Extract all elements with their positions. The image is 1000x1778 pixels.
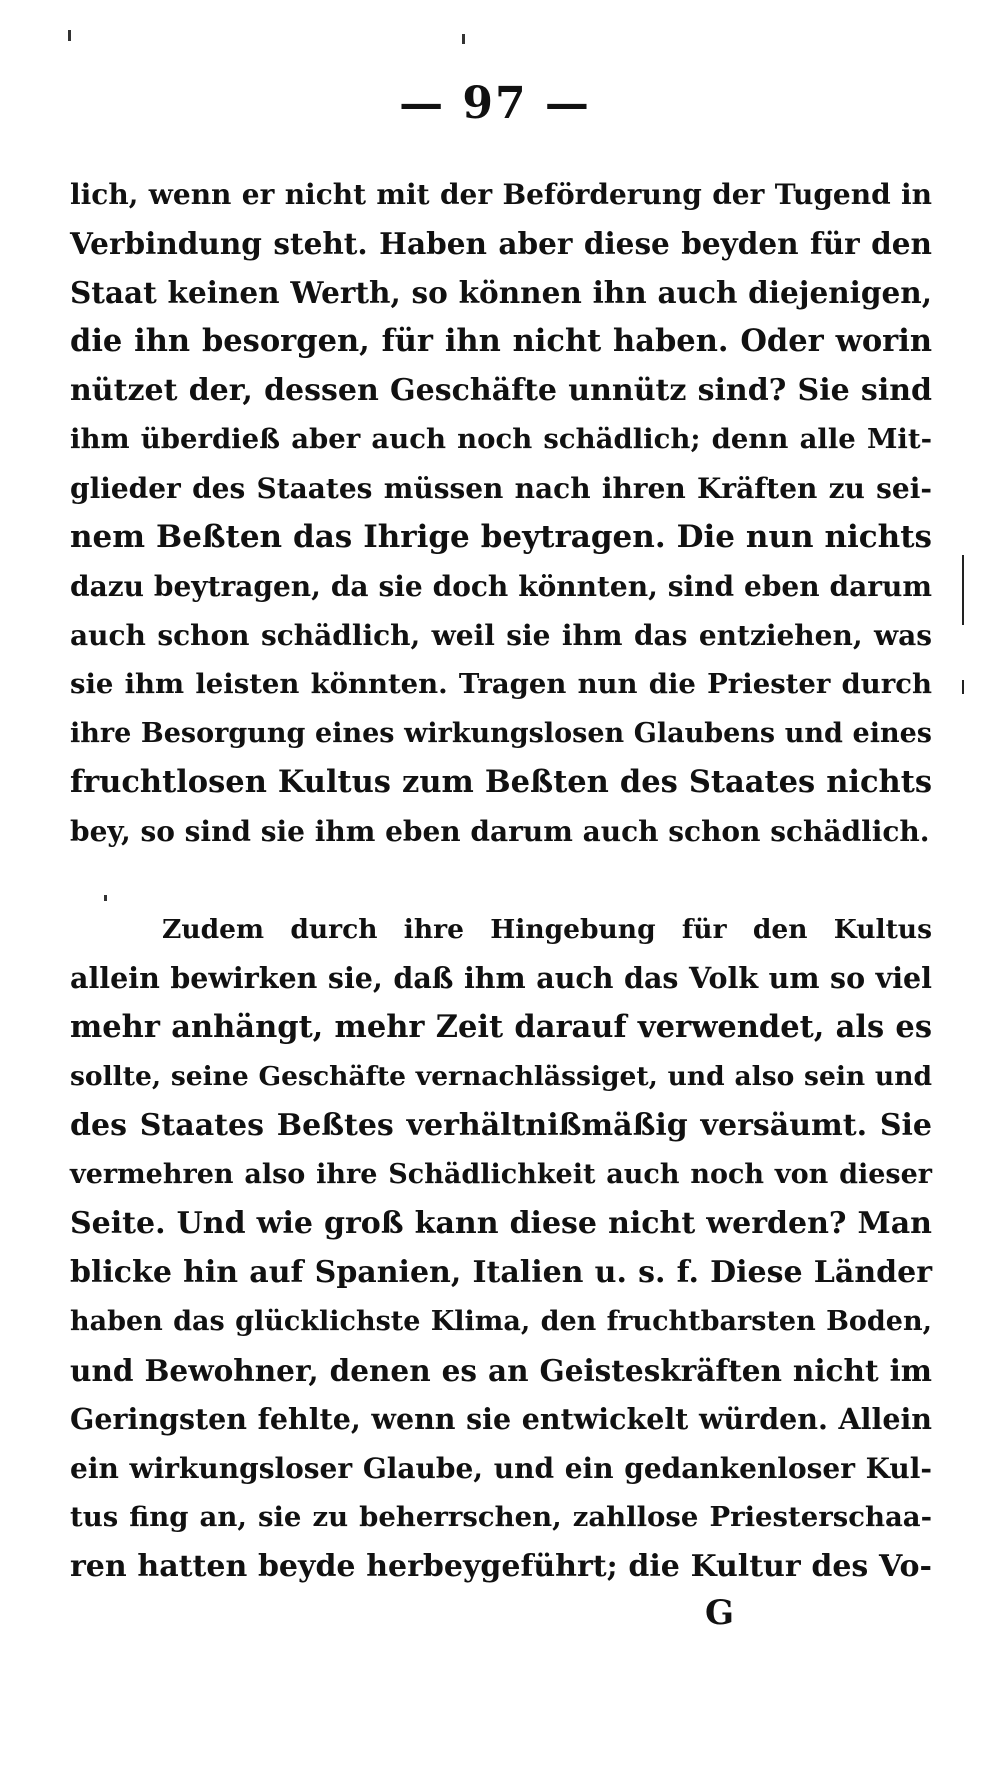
text-line: blicke hin auf Spanien, Italien u. s. f. Diese Länder [70, 1255, 932, 1290]
text-line: bey, so sind sie ihm eben darum auch schon schädlich. [70, 815, 930, 848]
text-line: Seite. Und wie groß kann diese nicht werden? Man [70, 1206, 932, 1241]
signature-mark: G [705, 1593, 735, 1633]
print-speck [462, 34, 465, 44]
margin-mark [962, 680, 964, 694]
text-line: und Bewohner, denen es an Geisteskräften nicht im [70, 1353, 932, 1388]
text-line: ihre Besorgung eines wirkungslosen Glaubens und eines [70, 718, 932, 749]
margin-mark [962, 555, 964, 625]
text-line: allein bewirken sie, daß ihm auch das Volk um so viel [70, 961, 932, 995]
text-line: nem Beßten das Ihrige beytragen. Die nun nichts [70, 519, 932, 555]
text-line: haben das glücklichste Klima, den fruchtbarsten Boden, [70, 1306, 932, 1337]
text-line: ren hatten beyde herbeygeführt; die Kultur des Vo- [70, 1549, 932, 1584]
text-line: auch schon schädlich, weil sie ihm das entziehen, was [70, 619, 932, 652]
text-line: lich, wenn er nicht mit der Beförderung der Tugend in [70, 178, 932, 211]
text-line: dazu beytragen, da sie doch könnten, sind eben darum [70, 570, 932, 603]
text-line: sollte, seine Geschäfte vernachlässiget, und also sein und [70, 1061, 932, 1092]
text-line: mehr anhängt, mehr Zeit darauf verwendet, als es [70, 1009, 932, 1045]
text-line: nützet der, dessen Geschäfte unnütz sind? Sie sind [70, 373, 932, 408]
text-line: Verbindung steht. Haben aber diese beyden für den [70, 226, 932, 261]
text-line: tus fing an, sie zu beherrschen, zahllose Priesterschaa- [70, 1501, 932, 1533]
text-line: des Staates Beßtes verhältnißmäßig versäumt. Sie [70, 1108, 932, 1143]
text-line: Zudem durch ihre Hingebung für den Kultus [162, 914, 932, 945]
print-speck [68, 30, 71, 41]
text-line: die ihn besorgen, für ihn nicht haben. Oder worin [70, 323, 932, 359]
print-speck [104, 895, 107, 901]
text-line: ein wirkungsloser Glaube, und ein gedankenloser Kul- [70, 1452, 932, 1485]
text-line: glieder des Staates müssen nach ihren Kräften zu sei- [70, 472, 932, 505]
paragraph-1 [70, 170, 932, 856]
text-line: Geringsten fehlte, wenn sie entwickelt würden. Allein [70, 1402, 932, 1436]
text-line: vermehren also ihre Schädlichkeit auch noch von dieser [70, 1159, 932, 1190]
text-line: fruchtlosen Kultus zum Beßten des Staates nichts [70, 764, 932, 800]
paragraph-2 [70, 905, 932, 1591]
text-line: Staat keinen Werth, so können ihn auch diejenigen, [70, 275, 932, 310]
text-line: sie ihm leisten könnten. Tragen nun die Priester durch [70, 668, 932, 700]
page-number: — 97 — [399, 78, 591, 129]
text-line: ihm überdieß aber auch noch schädlich; denn alle Mit- [70, 423, 932, 455]
